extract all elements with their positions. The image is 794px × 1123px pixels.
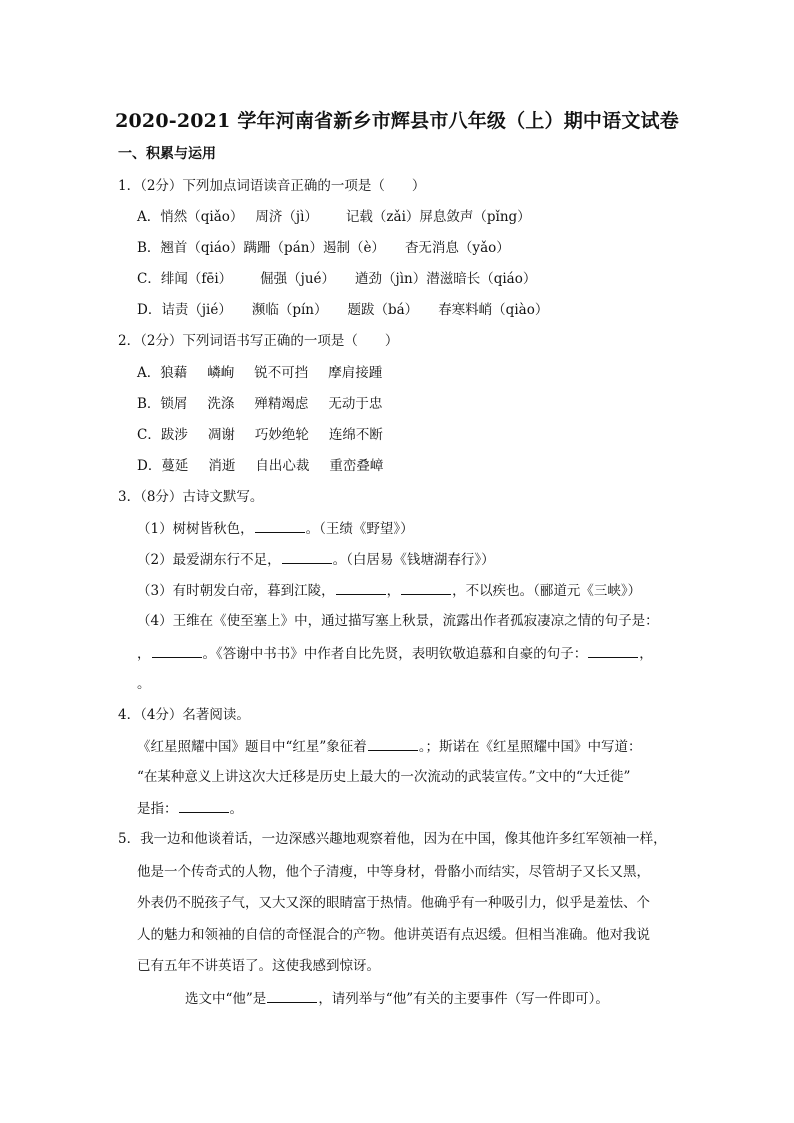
q1-c-part: 倔强（jué） — [260, 271, 336, 287]
q3-text: （2）最爱湖东行不足， — [137, 552, 281, 568]
q3-sub-4: （4）王维在《使至塞上》中，通过描写塞上秋景，流露出作者孤寂凄凉之情的句子是： — [137, 613, 659, 629]
q1-c-part: C．绯闻（fēi） — [137, 271, 233, 287]
q2-c-part: C．跋涉 — [137, 427, 188, 443]
q1-d-part: 春寒料峭（qiào） — [438, 302, 549, 318]
q5-line-3: 外表仍不脱孩子气，又大又深的眼睛富于热情。他确乎有一种吸引力，似乎是羞怯、个 — [137, 895, 650, 911]
q2-b-part: 殚精竭虑 — [254, 396, 309, 412]
q1-b-part: B．翘首（qiáo）蹒跚（pán）遏制（è） — [137, 240, 385, 256]
question-3-stem: 3．（8分）古诗文默写。 — [118, 489, 264, 505]
q3-sub-3 — [137, 580, 641, 601]
q4-line-3 — [137, 798, 243, 819]
q3-sub-1 — [137, 518, 414, 539]
question-2-stem: 2．（2分）下列词语书写正确的一项是（ ） — [118, 333, 399, 349]
q5-text: 选文中“他”是 — [185, 991, 267, 1007]
answer-blank[interactable] — [401, 580, 451, 595]
question-4-stem: 4．（4分）名著阅读。 — [118, 707, 250, 723]
q3-text: （1）树树皆秋色， — [137, 521, 254, 537]
q4-text: 是指： — [137, 801, 178, 817]
question-5-line-1: 5．我一边和他谈着话，一边深感兴趣地观察着他，因为在中国，像其他许多红军领袖一样， — [118, 831, 667, 847]
q1-b-part: 杳无消息（yǎo） — [404, 240, 510, 256]
q2-a-part: 锐不可挡 — [254, 365, 309, 381]
answer-blank[interactable] — [152, 643, 202, 658]
q5-prompt — [185, 988, 609, 1009]
q2-option-d — [137, 456, 383, 476]
q3-sub-2 — [137, 549, 495, 570]
answer-blank[interactable] — [588, 643, 638, 658]
q5-line-4: 人的魅力和领袖的自信的奇怪混合的产物。他讲英语有点迟缓。但相当准确。他对我说 — [137, 927, 650, 943]
q1-d-part: 题跋（bá） — [347, 302, 419, 318]
section-heading: 一、积累与运用 — [118, 146, 216, 162]
q2-a-part: 嶙峋 — [207, 365, 235, 381]
q3-text: 。（白居易《钱塘湖春行》） — [332, 552, 495, 568]
exam-title: 2020-2021 学年河南省新乡市辉县市八年级（上）期中语文试卷 — [115, 110, 679, 132]
q2-a-part: A．狼藉 — [137, 365, 188, 381]
q2-option-c — [137, 425, 383, 445]
q3-text: （3）有时朝发白帝，暮到江陵， — [137, 583, 335, 599]
q2-d-part: 自出心裁 — [255, 458, 310, 474]
q5-text: ，请列举与“他”有关的主要事件（写一件即可）。 — [318, 991, 609, 1007]
q1-option-d — [137, 300, 548, 320]
q2-d-part: D．蔓延 — [137, 458, 189, 474]
q2-option-b — [137, 394, 382, 414]
q3-text: 。（王绩《野望》） — [305, 521, 414, 537]
q1-c-part: 遒劲（jìn）潜滋暗长（qiáo） — [355, 271, 537, 287]
q4-text: 。 — [229, 801, 243, 817]
q1-option-a — [137, 207, 531, 227]
answer-blank[interactable] — [336, 580, 386, 595]
q5-line-2: 他是一个传奇式的人物，他个子清瘦，中等身材，骨骼小而结实，尽管胡子又长又黑， — [137, 864, 650, 880]
answer-blank[interactable] — [267, 988, 317, 1003]
q2-c-part: 巧妙绝轮 — [254, 427, 309, 443]
q4-text: 。；斯诺在《红星照耀中国》中写道： — [418, 739, 642, 755]
q3-text: ，不以疾也。（郦道元《三峡》） — [452, 583, 642, 599]
answer-blank[interactable] — [368, 736, 418, 751]
q4-line-2: “在某种意义上讲这次大迁移是历史上最大的一次流动的武装宣传。”文中的“大迁徙” — [137, 769, 631, 785]
q2-d-part: 重峦叠嶂 — [329, 458, 384, 474]
q2-d-part: 消逝 — [208, 458, 236, 474]
q2-a-part: 摩肩接踵 — [328, 365, 383, 381]
q1-a-part: A．悄然（qiǎo） — [137, 209, 244, 225]
q2-c-part: 凋谢 — [207, 427, 235, 443]
q3-sub-4-cont — [137, 643, 653, 664]
answer-blank[interactable] — [179, 798, 229, 813]
q3-text: ， — [386, 583, 401, 599]
q2-b-part: 洗涤 — [207, 396, 235, 412]
q1-option-b — [137, 238, 510, 258]
answer-blank[interactable] — [255, 518, 305, 533]
q1-d-part: 濒临（pín） — [251, 302, 328, 318]
q2-b-part: B．锁屑 — [137, 396, 188, 412]
q4-line-1 — [137, 736, 642, 757]
q2-c-part: 连绵不断 — [328, 427, 383, 443]
q1-a-part: 记载（zǎi）屏息敛声（pǐng） — [345, 209, 531, 225]
q1-a-part: 周济（jì） — [255, 209, 318, 225]
q3-text: ， — [137, 646, 151, 662]
q3-sub-4-end: 。 — [137, 676, 151, 692]
answer-blank[interactable] — [282, 549, 332, 564]
question-1-stem: 1．（2分）下列加点词语读音正确的一项是（ ） — [118, 178, 426, 194]
q5-line-5: 已有五年不讲英语了。这使我感到惊讶。 — [137, 958, 380, 974]
q1-d-part: D．诘责（jié） — [137, 302, 232, 318]
q3-text: ， — [639, 646, 653, 662]
q1-option-c — [137, 269, 536, 289]
q4-text: 《红星照耀中国》题目中“红星”象征着 — [137, 739, 367, 755]
q3-text: 。《答谢中书书》中作者自比先贤，表明钦敬追慕和自豪的句子： — [202, 646, 588, 662]
q2-b-part: 无动于忠 — [328, 396, 383, 412]
q2-option-a — [137, 363, 382, 383]
